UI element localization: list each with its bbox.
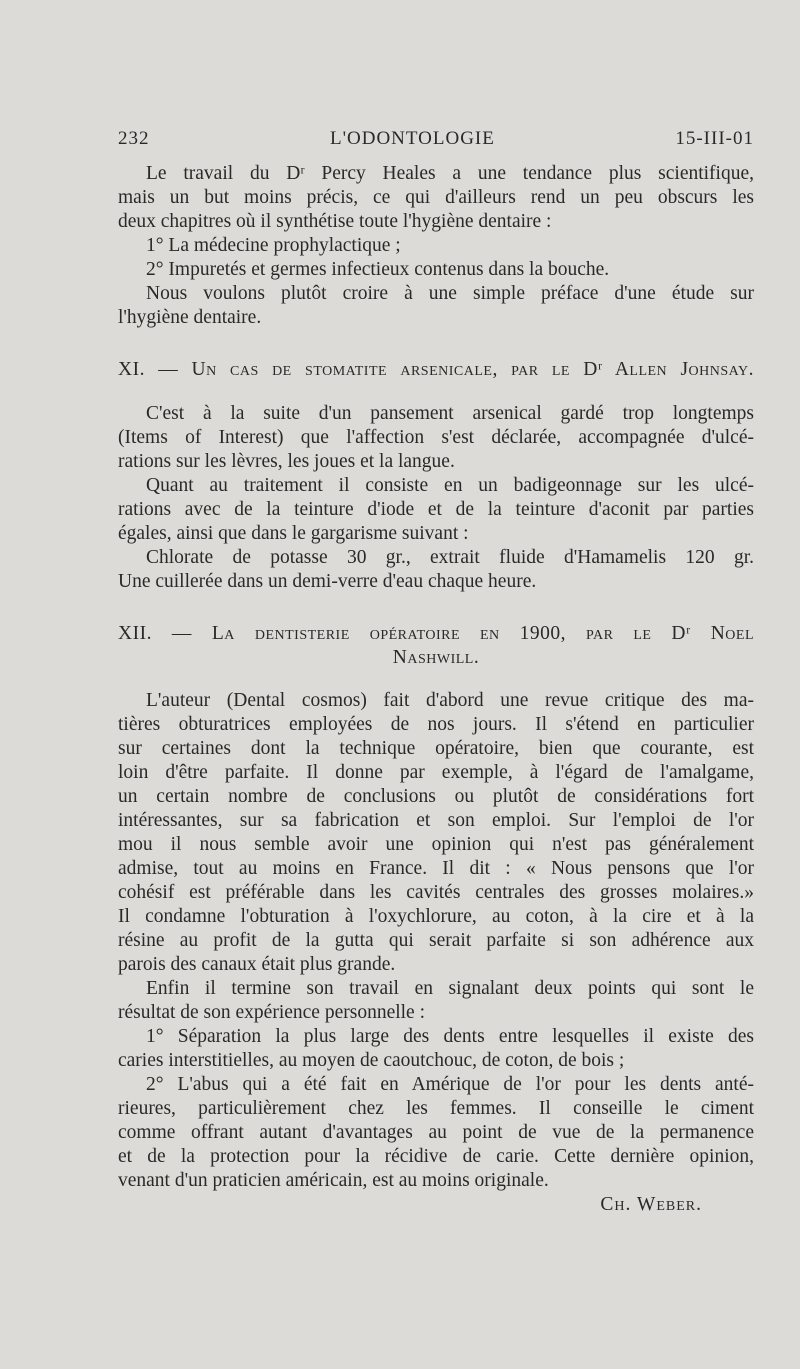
section-xii-heading: XII. — La dentisterie opératoire en 1900, par le Dʳ Noel Nashwill.: [118, 623, 754, 668]
text-line: un certain nombre de conclusions ou plutôt de considérations fort: [118, 786, 754, 807]
text-line: égales, ainsi que dans le gargarisme suivant :: [118, 523, 469, 544]
intro-paragraph: [118, 162, 754, 330]
text-line: 1° La médecine prophylactique ;: [146, 235, 401, 256]
text-line: deux chapitres où il synthétise toute l'hygiène dentaire :: [118, 211, 552, 232]
section-xi-heading: XI. — Un cas de stomatite arsenicale, par le Dʳ Allen Johnsay.: [118, 359, 754, 380]
text-line: venant d'un praticien américain, est au moins originale.: [118, 1170, 549, 1191]
text-line: Il condamne l'obturation à l'oxychlorure, au coton, à la cire et à la: [118, 906, 754, 927]
text-line: L'auteur (Dental cosmos) fait d'abord une revue critique des ma-: [146, 690, 754, 711]
text-line: 1° Séparation la plus large des dents entre lesquelles il existe des: [146, 1026, 754, 1047]
text-line: loin d'être parfaite. Il donne par exemple, à l'égard de l'amalgame,: [118, 762, 754, 783]
text-line: et de la protection pour la récidive de carie. Cette dernière opinion,: [118, 1146, 754, 1167]
text-line: caries interstitielles, au moyen de caoutchouc, de coton, de bois ;: [118, 1050, 625, 1071]
text-line: Quant au traitement il consiste en un badigeonnage sur les ulcé-: [146, 475, 754, 496]
text-line: intéressantes, sur sa fabrication et son emploi. Sur l'emploi de l'or: [118, 810, 754, 831]
journal-title: L'ODONTOLOGIE: [329, 128, 495, 149]
text-line: comme offrant autant d'avantages au point de vue de la permanence: [118, 1122, 754, 1143]
text-line: Le travail du Dʳ Percy Heales a une tendance plus scientifique,: [146, 163, 754, 184]
issue-date: 15-III-01: [675, 128, 754, 149]
page-number: 232: [118, 128, 150, 149]
author-signature: Ch. Weber.: [600, 1194, 702, 1215]
text-line: mais un but moins précis, ce qui d'ailleurs rend un peu obscurs les: [118, 187, 754, 208]
text-line: cohésif est préférable dans les cavités centrales des grosses molaires.»: [118, 882, 754, 903]
text-line: tières obturatrices employées de nos jours. Il s'étend en particulier: [118, 714, 754, 735]
text-line: sur certaines dont la technique opératoire, bien que courante, est: [118, 738, 754, 759]
text-line: l'hygiène dentaire.: [118, 307, 262, 328]
running-header: [118, 128, 754, 150]
text-line: C'est à la suite d'un pansement arsenical gardé trop longtemps: [146, 403, 754, 424]
text-line: 2° Impuretés et germes infectieux contenus dans la bouche.: [146, 259, 610, 280]
text-line: Une cuillerée dans un demi-verre d'eau chaque heure.: [118, 571, 537, 592]
text-line: rations avec de la teinture d'iode et de la teinture d'aconit par parties: [118, 499, 754, 520]
text-line: Nous voulons plutôt croire à une simple préface d'une étude sur: [146, 283, 754, 304]
text-line: résultat de son expérience personnelle :: [118, 1002, 426, 1023]
text-line: 2° L'abus qui a été fait en Amérique de l'or pour les dents anté-: [146, 1074, 754, 1095]
text-line: admise, tout au moins en France. Il dit : « Nous pensons que l'or: [118, 858, 754, 879]
text-line: Chlorate de potasse 30 gr., extrait fluide d'Hamamelis 120 gr.: [146, 547, 754, 568]
section-xi-body: [118, 402, 754, 594]
text-line: (Items of Interest) que l'affection s'est déclarée, accompagnée d'ulcé-: [118, 427, 754, 448]
text-line: rieures, particulièrement chez les femmes. Il conseille le ciment: [118, 1098, 754, 1119]
text-line: résine au profit de la gutta qui serait parfaite si son adhérence aux: [118, 930, 754, 951]
text-line: Enfin il termine son travail en signalant deux points qui sont le: [146, 978, 754, 999]
section-xii-body: [118, 689, 754, 1217]
text-line: rations sur les lèvres, les joues et la langue.: [118, 451, 455, 472]
text-line: parois des canaux était plus grande.: [118, 954, 396, 975]
text-line: mou il nous semble avoir une opinion qui n'est pas généralement: [118, 834, 754, 855]
